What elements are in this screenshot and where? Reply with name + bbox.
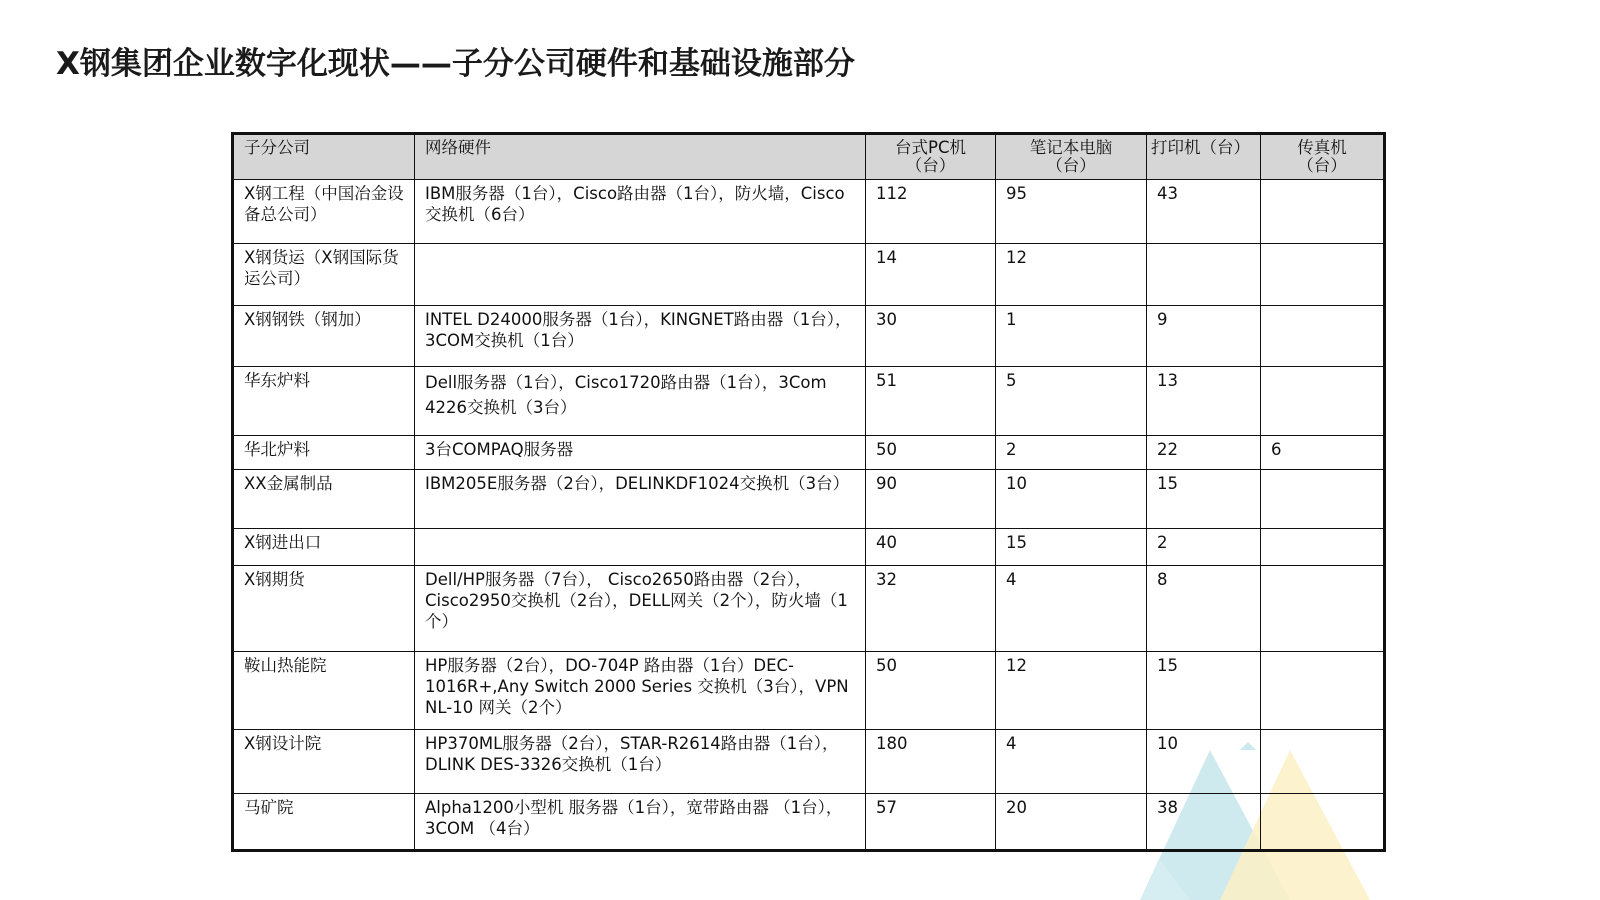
cell-printer: 9 [1147, 306, 1261, 367]
cell-pc: 180 [866, 730, 996, 794]
cell-printer: 15 [1147, 652, 1261, 730]
cell-laptop: 5 [996, 367, 1147, 436]
table-row [233, 367, 1385, 436]
cell-fax [1261, 794, 1385, 851]
header-pc [866, 134, 996, 180]
cell-laptop: 20 [996, 794, 1147, 851]
cell-network: 3台COMPAQ服务器 [415, 436, 866, 470]
header-printer: 打印机（台） [1147, 134, 1261, 180]
cell-printer: 22 [1147, 436, 1261, 470]
table-row [233, 730, 1385, 794]
cell-laptop: 10 [996, 470, 1147, 529]
cell-network: IBM服务器（1台），Cisco路由器（1台），防火墙，Cisco交换机（6台） [415, 180, 866, 244]
header-pc-line2: （台） [905, 156, 956, 175]
cell-network: INTEL D24000服务器（1台），KINGNET路由器（1台），3COM交换机（1台） [415, 306, 866, 367]
cell-fax [1261, 244, 1385, 306]
cell-laptop: 4 [996, 730, 1147, 794]
cell-fax [1261, 306, 1385, 367]
cell-pc: 90 [866, 470, 996, 529]
table-row [233, 436, 1385, 470]
cell-company: 华东炉料 [233, 367, 415, 436]
cell-laptop: 4 [996, 566, 1147, 652]
cell-fax [1261, 529, 1385, 566]
table-row [233, 470, 1385, 529]
cell-company: X钢设计院 [233, 730, 415, 794]
table-row [233, 794, 1385, 851]
header-company: 子分公司 [233, 134, 415, 180]
cell-network [415, 244, 866, 306]
header-laptop [996, 134, 1147, 180]
cell-pc: 50 [866, 652, 996, 730]
cell-laptop: 2 [996, 436, 1147, 470]
cell-company: X钢进出口 [233, 529, 415, 566]
cell-printer: 8 [1147, 566, 1261, 652]
cell-network: IBM205E服务器（2台），DELINKDF1024交换机（3台） [415, 470, 866, 529]
cell-laptop: 1 [996, 306, 1147, 367]
cell-fax: 6 [1261, 436, 1385, 470]
table-row [233, 652, 1385, 730]
cell-laptop: 95 [996, 180, 1147, 244]
cell-pc: 112 [866, 180, 996, 244]
table-row [233, 529, 1385, 566]
cell-company: 华北炉料 [233, 436, 415, 470]
cell-pc: 30 [866, 306, 996, 367]
cell-pc: 50 [866, 436, 996, 470]
header-network: 网络硬件 [415, 134, 866, 180]
header-fax-line2: （台） [1297, 156, 1347, 175]
cell-pc: 32 [866, 566, 996, 652]
header-laptop-line2: （台） [1046, 156, 1096, 175]
cell-network: Dell服务器（1台），Cisco1720路由器（1台），3Com 4226交换机（3台） [415, 367, 866, 436]
cell-network: HP服务器（2台），DO-704P 路由器（1台）DEC-1016R+,Any Switch 2000 Series 交换机（3台），VPN NL-10 网关（2个） [415, 652, 866, 730]
cell-company: X钢货运（X钢国际货运公司） [233, 244, 415, 306]
cell-laptop: 12 [996, 244, 1147, 306]
cell-company: XX金属制品 [233, 470, 415, 529]
cell-company: 马矿院 [233, 794, 415, 851]
cell-pc: 57 [866, 794, 996, 851]
cell-company: X钢工程（中国冶金设备总公司） [233, 180, 415, 244]
cell-fax [1261, 470, 1385, 529]
cell-company: X钢期货 [233, 566, 415, 652]
cell-fax [1261, 652, 1385, 730]
table-row [233, 306, 1385, 367]
header-pc-line1: 台式PC机 [895, 138, 966, 157]
infrastructure-table [231, 132, 1386, 852]
cell-pc: 51 [866, 367, 996, 436]
cell-printer: 15 [1147, 470, 1261, 529]
cell-fax [1261, 180, 1385, 244]
table-header-row [233, 134, 1385, 180]
cell-printer: 2 [1147, 529, 1261, 566]
table-row [233, 180, 1385, 244]
header-fax-line1: 传真机 [1297, 138, 1347, 157]
cell-company: X钢钢铁（钢加） [233, 306, 415, 367]
cell-fax [1261, 730, 1385, 794]
cell-fax [1261, 566, 1385, 652]
infrastructure-table-container [231, 132, 1383, 852]
cell-network: Alpha1200小型机 服务器（1台），宽带路由器 （1台），3COM （4台） [415, 794, 866, 851]
cell-network: HP370ML服务器（2台），STAR-R2614路由器（1台），DLINK DES-3326交换机（1台） [415, 730, 866, 794]
cell-laptop: 15 [996, 529, 1147, 566]
cell-pc: 14 [866, 244, 996, 306]
cell-company: 鞍山热能院 [233, 652, 415, 730]
cell-printer: 43 [1147, 180, 1261, 244]
header-fax [1261, 134, 1385, 180]
cell-pc: 40 [866, 529, 996, 566]
cell-printer: 38 [1147, 794, 1261, 851]
slide-title: X钢集团企业数字化现状——子分公司硬件和基础设施部分 [56, 46, 855, 82]
header-laptop-line1: 笔记本电脑 [1029, 138, 1113, 157]
cell-printer: 10 [1147, 730, 1261, 794]
cell-network: Dell/HP服务器（7台）， Cisco2650路由器（2台），Cisco2950交换机（2台），DELL网关（2个），防火墙（1个） [415, 566, 866, 652]
cell-printer: 13 [1147, 367, 1261, 436]
cell-fax [1261, 367, 1385, 436]
cell-printer [1147, 244, 1261, 306]
cell-network [415, 529, 866, 566]
table-row [233, 566, 1385, 652]
table-row [233, 244, 1385, 306]
cell-laptop: 12 [996, 652, 1147, 730]
